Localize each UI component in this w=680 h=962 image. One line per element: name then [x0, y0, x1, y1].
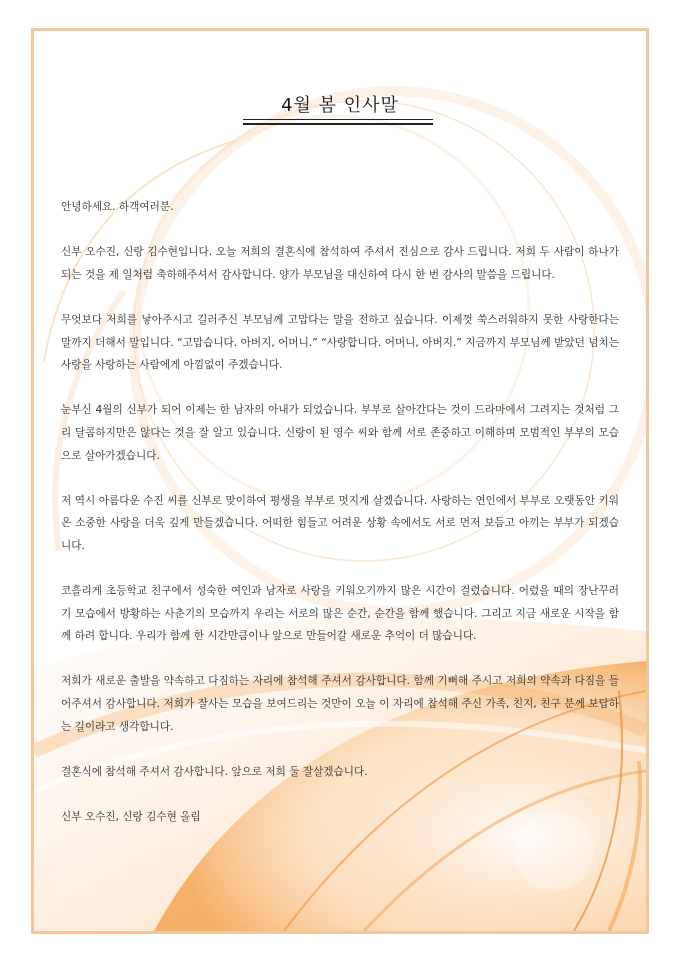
closing-line: 결혼식에 참석해 주셔서 감사합니다. 앞으로 저희 둘 잘살겠습니다. [61, 765, 368, 778]
paragraph: 눈부신 4월의 신부가 되어 이제는 한 남자의 아내가 되었습니다. 부부로 살아간다는 것이 드라마에서 그려지는 것처럼 그리 달콤하지만은 않다는 것을 잘 알고 있습니다. 신랑이 된 영수 씨와 함께 서로 존중하고 이해하며 모범적인 부부의 모습으로 살아가겠습니다. [61, 404, 619, 462]
paragraph: 무엇보다 저희를 낳아주시고 길러주신 부모님께 고맙다는 말을 전하고 싶습니다. 이제껏 쑥스러워하지 못한 사랑한다는 말까지 더해서 말입니다. “고맙습니다. 아버지, 어머니.” “사랑합니다. 어머니, 아버지.” 지금까지 부모님께 받았던 넘치는 사랑을 사랑하는 사람에게 아낌없이 주겠습니다. [61, 313, 619, 372]
paragraph: 저희가 새로운 출발을 약속하고 다짐하는 자리에 참석해 주셔서 감사합니다. 함께 기뻐해 주시고 저희의 약속과 다짐을 들어주셔서 감사합니다. 저희가 잘사는 모습을 보여드리는 것만이 오늘 이 자리에 참석해 주신 가족, 친지, 친구 분께 보답하는 길이라고 생각합니다. [61, 675, 619, 733]
paragraph: 코흘리게 초등학교 친구에서 성숙한 여인과 남자로 사랑을 키워오기까지 많은 시간이 걸렸습니다. 어렸을 때의 장난꾸러기 모습에서 방황하는 사춘기의 모습까지 우리는 서로의 많은 순간, 순간을 함께 했습니다. 그리고 지금 새로운 시작을 함께 하려 합니다. 우리가 함께 한 시간만큼이나 앞으로 만들어갈 새로운 추억이 더 많습니다. [61, 585, 619, 643]
letter-body [61, 196, 619, 851]
page-title: 4월 봄 인사말 [281, 95, 399, 116]
greeting: 안녕하세요. 하객여러분. [61, 201, 174, 213]
title-underline-double [243, 123, 433, 125]
paragraph: 신부 오수진, 신랑 김수현입니다. 오늘 저희의 결혼식에 참석하여 주셔서 진심으로 감사 드립니다. 저희 두 사람이 하나가 되는 것을 제 일처럼 축하해주셔서 감사합니다. 양가 부모님을 대신하여 다시 한 번 감사의 말씀을 드립니다. [61, 246, 619, 281]
paragraph: 저 역시 아름다운 수진 씨를 신부로 맞이하여 평생을 부부로 멋지게 살겠습니다. 사랑하는 연인에서 부부로 오랫동안 키워온 소중한 사랑을 더욱 깊게 만들겠습니다. 어떠한 힘들고 어려운 상황 속에서도 서로 먼저 보듬고 아끼는 부부가 되겠습니다. [61, 494, 619, 552]
signature: 신부 오수진, 신랑 김수현 올림 [61, 811, 201, 824]
page-frame [31, 28, 649, 934]
title-underline [243, 119, 433, 120]
